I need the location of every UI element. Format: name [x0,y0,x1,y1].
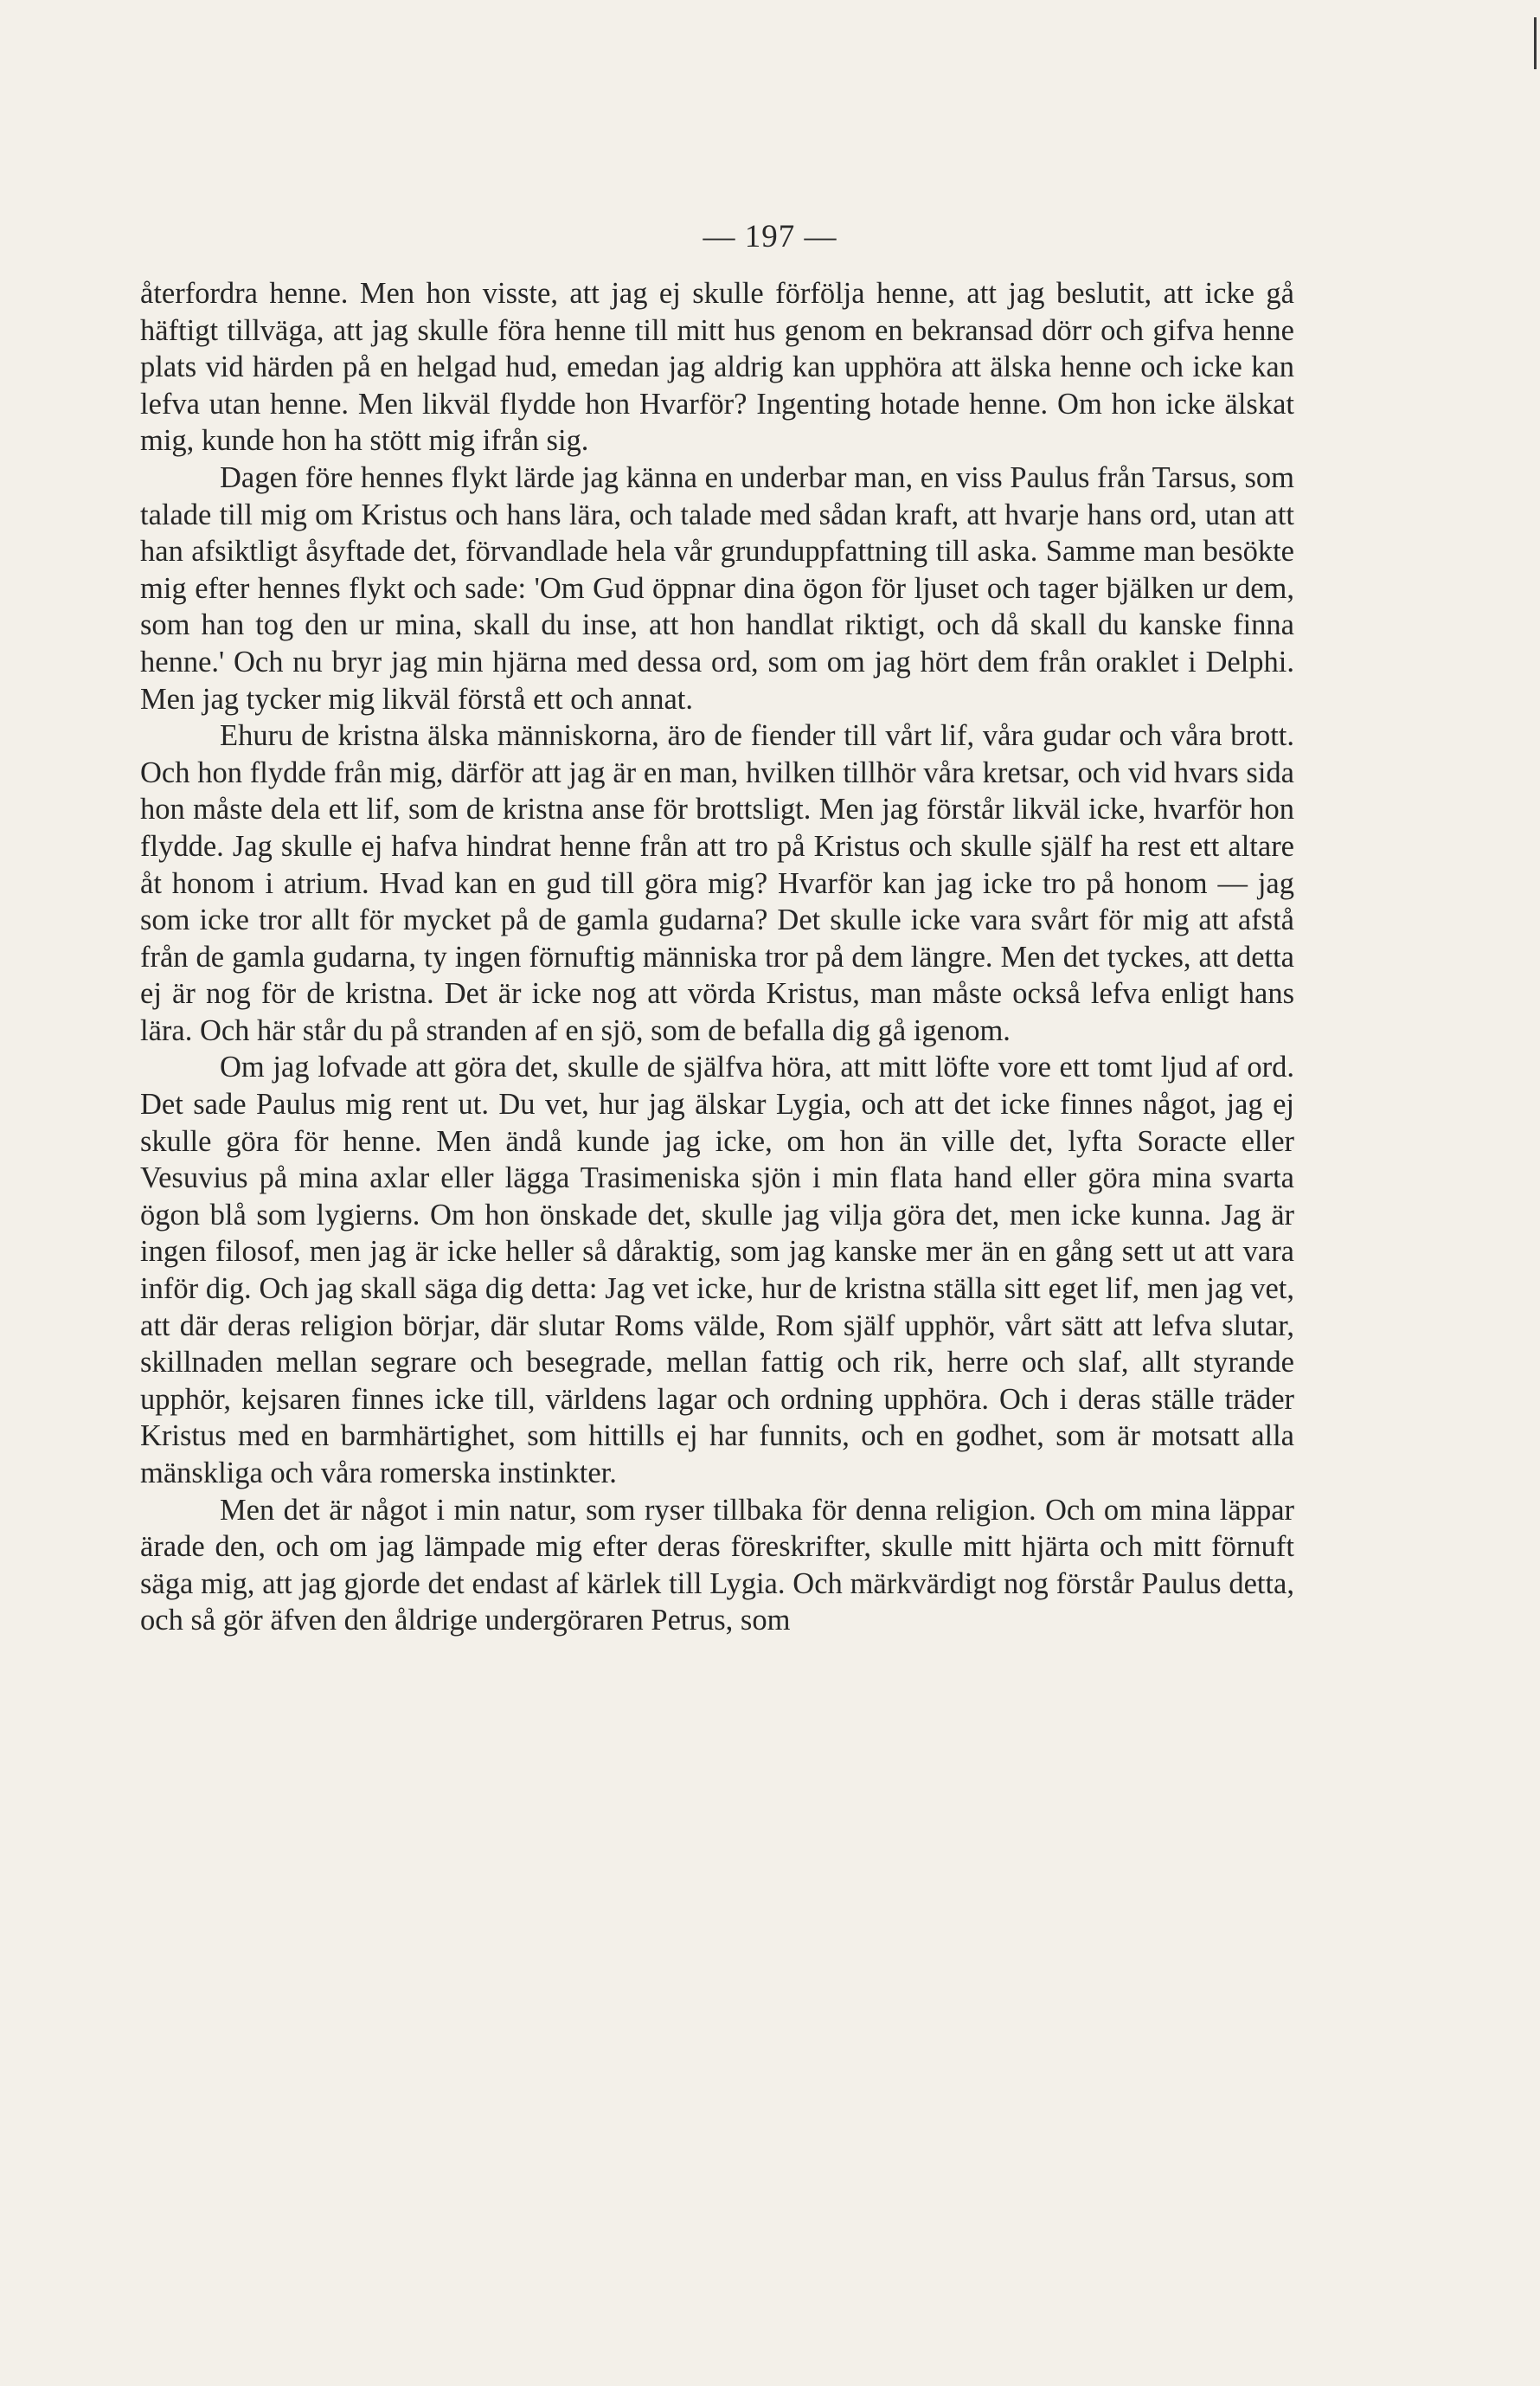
paragraph: Om jag lofvade att göra det, skulle de själfva höra, att mitt löfte vore ett tomt ljud af ord. Det sade Paulus mig rent ut. Du vet, hur jag älskar Lygia, och att det icke finnes något, jag ej skulle göra för henne. Men ändå kunde jag icke, om hon än ville det, lyfta Soracte eller Vesuvius på mina axlar eller lägga Trasimeniska sjön i min flata hand eller göra mina svarta ögon blå som lygierns. Om hon önskade det, skulle jag vilja göra det, men icke kunna. Jag är ingen filosof, men jag är icke heller så dåraktig, som jag kanske mer än en gång sett ut att vara inför dig. Och jag skall säga dig detta: Jag vet icke, hur de kristna ställa sitt eget lif, men jag vet, att där deras religion börjar, där slutar Roms välde, Rom själf upphör, vårt sätt att lefva slutar, skillnaden mellan segrare och besegrade, mellan fattig och rik, herre och slaf, allt styrande upphör, kejsaren finnes icke till, världens lagar och ordning upphöra. Och i deras ställe träder Kristus med en barmhärtighet, som hittills ej har funnits, och en godhet, som är motsatt alla mänskliga och våra romerska instinkter. [140,1051,1294,1489]
paragraph: Men det är något i min natur, som ryser tillbaka för denna religion. Och om mina läppar ärade den, och om jag lämpade mig efter deras föreskrifter, skulle mitt hjärta och mitt förnuft säga mig, att jag gjorde det endast af kärlek till Lygia. Och märkvärdigt nog förstår Paulus detta, och så gör äfven den åldrige undergöraren Petrus, som [140,1493,1294,1637]
paragraph: Dagen före hennes flykt lärde jag känna en underbar man, en viss Paulus från Tarsus, som talade till mig om Kristus och hans lära, och talade med sådan kraft, att hvarje hans ord, utan att han afsiktligt åsyftade det, förvandlade hela vår grunduppfattning till aska. Samme man besökte mig efter hennes flykt och sade: 'Om Gud öppnar dina ögon för ljuset och tager bjälken ur dem, som han tog den ur mina, skall du inse, att hon handlat riktigt, och då skall du kanske finna henne.' Och nu bryr jag min hjärna med dessa ord, som om jag hört dem från oraklet i Delphi. Men jag tycker mig likväl förstå ett och annat. [140,460,1294,716]
scan-edge-mark [1534,17,1537,69]
paragraph: återfordra henne. Men hon visste, att jag ej skulle förfölja henne, att jag beslutit, att icke gå häftigt tillväga, att jag skulle föra henne till mitt hus genom en bekransad dörr och gifva henne plats vid härden på en helgad hud, emedan jag aldrig kan upphöra att älska henne och icke kan lefva utan henne. Men likväl flydde hon Hvarför? Ingenting hotade henne. Om hon icke älskat mig, kunde hon ha stött mig ifrån sig. [140,277,1294,458]
paragraph: Ehuru de kristna älska människorna, äro de fiender till vårt lif, våra gudar och våra brott. Och hon flydde från mig, därför att jag är en man, hvilken tillhör våra kretsar, och vid hvars sida hon måste dela ett lif, som de kristna anse för brottsligt. Men jag förstår likväl icke, hvarför hon flydde. Jag skulle ej hafva hindrat henne från att tro på Kristus och skulle själf ha rest ett altare åt honom i atrium. Hvad kan en gud till göra mig? Hvarför kan jag icke tro på honom — jag som icke tror allt för mycket på de gamla gudarna? Det skulle icke vara svårt för mig att afstå från de gamla gudarna, ty ingen förnuftig människa tror på dem längre. Men det tyckes, att detta ej är nog för de kristna. Det är icke nog att vörda Kristus, man måste också lefva enligt hans lära. Och här står du på stranden af en sjö, som de befalla dig gå igenom. [140,719,1294,1047]
page-number: — 197 — [703,219,837,254]
body-text [140,275,1294,1639]
